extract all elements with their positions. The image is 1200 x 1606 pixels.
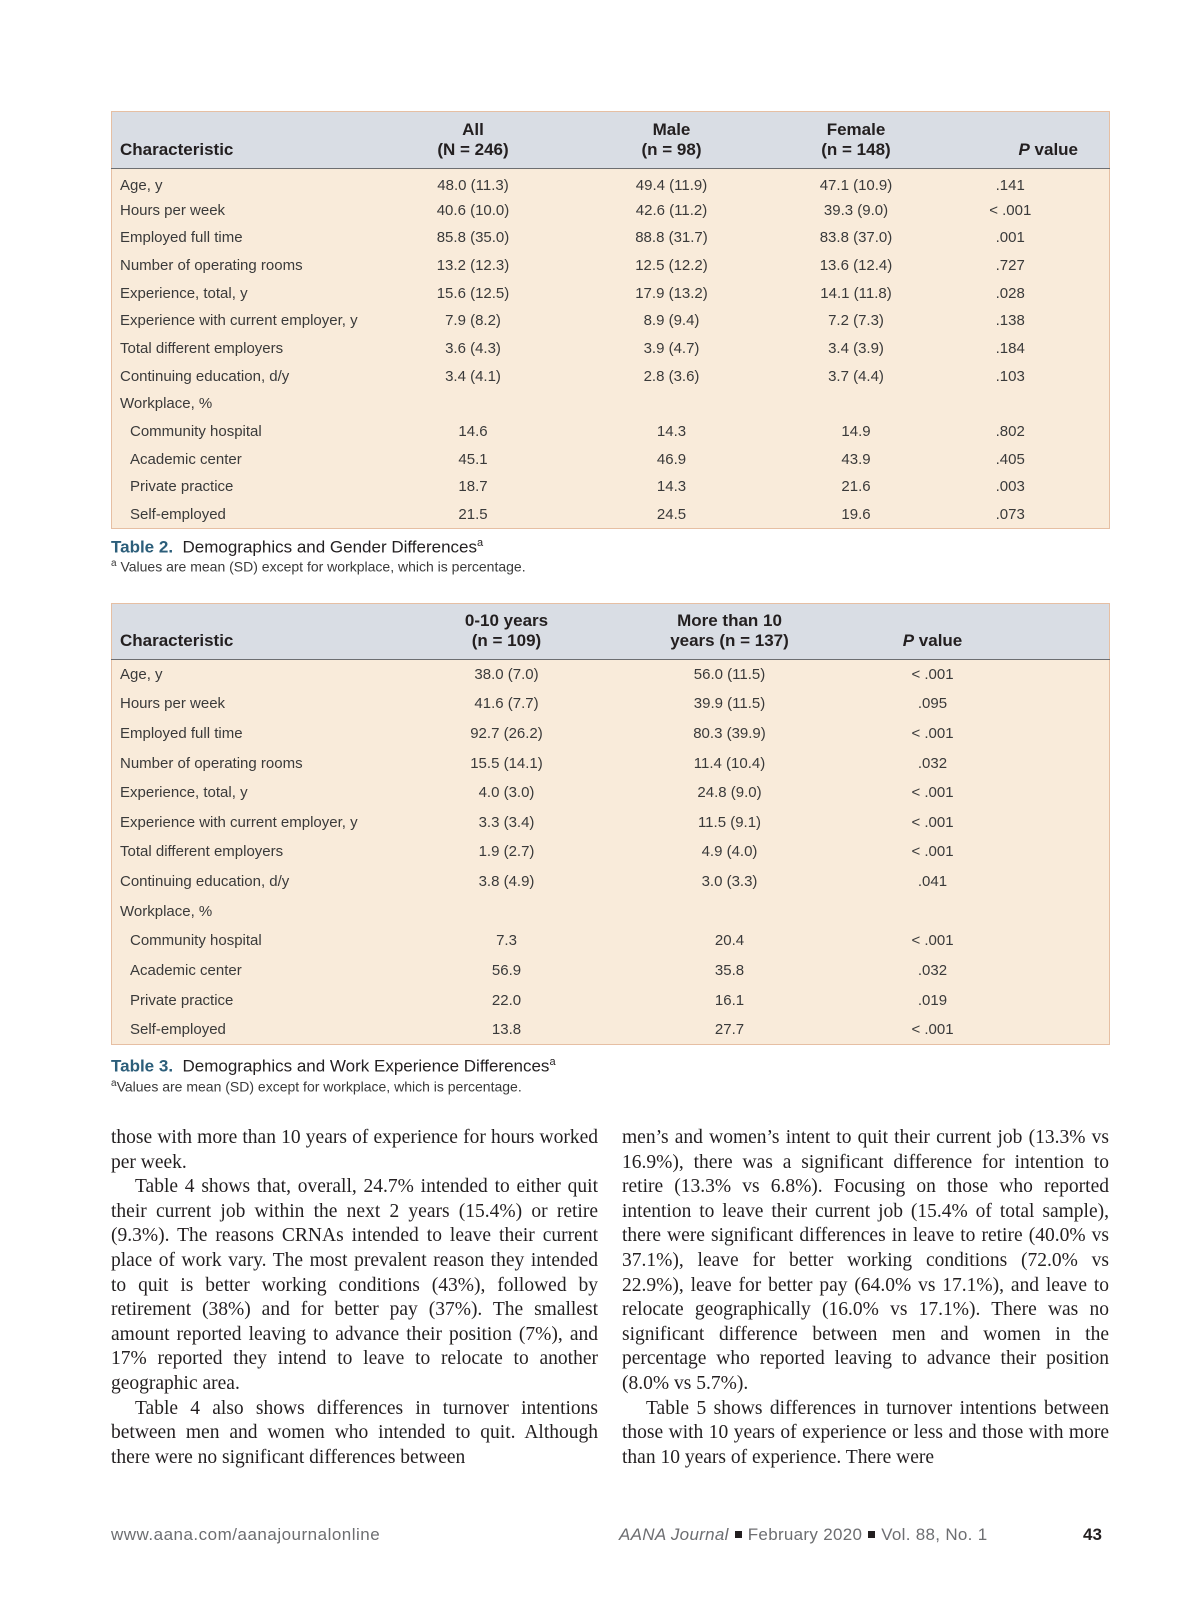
cell-value: 14.3 bbox=[656, 423, 687, 441]
header-all: All (N = 246) bbox=[404, 112, 543, 169]
cell-value bbox=[404, 390, 543, 418]
row-label: Experience, total, y bbox=[120, 784, 248, 802]
paragraph: men’s and women’s intent to quit their current job (13.3% vs 16.9%), there was a significant difference for intention to retire (13.3% vs 6.8%). Focusing on those who reported intention to leave their current job (15.4% of total sample), there were significant differences in leave to retire (40.0% vs 37.1%), leave for better working conditions (72.0% vs 22.9%), leave for better pay (64.0% vs 17.1%), and leave to relocate geographically (16.0% vs 17.1%). There was no significant difference between men and women in the percentage who reported leaving to advance their position (8.0% vs 5.7%). bbox=[622, 1127, 1109, 1394]
table-row bbox=[112, 748, 1110, 778]
row-label: Age, y bbox=[120, 666, 163, 684]
cell-value: < .001 bbox=[911, 1020, 954, 1038]
header-p-value: P value bbox=[912, 112, 1110, 169]
cell-spacer bbox=[1008, 867, 1110, 897]
cell-value: .095 bbox=[917, 695, 948, 713]
table-row bbox=[112, 837, 1110, 867]
row-label: Workplace, % bbox=[120, 902, 213, 920]
cell-value: < .001 bbox=[911, 725, 954, 743]
body-column-right bbox=[622, 1126, 1109, 1470]
table-2-note: $^a$ Values are mean (SD) except for workplace, which is percentage. bbox=[111, 558, 526, 575]
cell-value: 56.9 bbox=[491, 961, 522, 979]
cell-value: .184 bbox=[995, 339, 1025, 357]
table-row bbox=[112, 196, 1110, 224]
table-header-row bbox=[112, 604, 1110, 660]
cell-value: < .001 bbox=[911, 843, 954, 861]
row-label: Hours per week bbox=[120, 695, 226, 713]
cell-value: 14.1 (11.8) bbox=[820, 284, 892, 302]
cell-value: 7.9 (8.2) bbox=[445, 312, 501, 330]
row-label: Experience with current employer, y bbox=[120, 813, 358, 831]
cell-value: 39.9 (11.5) bbox=[693, 695, 766, 713]
cell-value: .727 bbox=[995, 256, 1025, 274]
cell-value: 3.9 (4.7) bbox=[643, 339, 700, 357]
cell-value: < .001 bbox=[911, 666, 954, 684]
cell-value: 3.4 (4.1) bbox=[445, 367, 501, 385]
cell-value: .802 bbox=[995, 423, 1025, 441]
table-3-note: $^a$Values are mean (SD) except for workplace, which is percentage. bbox=[111, 1078, 522, 1095]
cell-value: 14.9 bbox=[841, 423, 871, 441]
body-column-left bbox=[111, 1126, 598, 1470]
cell-value: 3.0 (3.3) bbox=[701, 873, 758, 891]
cell-value: 22.0 bbox=[491, 991, 522, 1009]
cell-value: 47.1 (10.9) bbox=[819, 177, 893, 195]
row-label: Number of operating rooms bbox=[120, 754, 303, 772]
table-3 bbox=[111, 603, 1110, 1045]
cell-value: .001 bbox=[995, 229, 1025, 247]
bullet-square-icon bbox=[735, 1531, 742, 1538]
cell-value: 24.5 bbox=[656, 505, 687, 523]
row-label: Age, y bbox=[120, 177, 163, 195]
cell-value: 18.7 bbox=[458, 478, 488, 496]
cell-spacer bbox=[1008, 956, 1110, 986]
row-label: Private practice bbox=[130, 478, 234, 496]
table-row bbox=[112, 1015, 1110, 1045]
header-female: Female (n = 148) bbox=[801, 112, 912, 169]
cell-value: 48.0 (11.3) bbox=[437, 177, 509, 195]
cell-value: .019 bbox=[917, 991, 948, 1009]
table-header-row bbox=[112, 112, 1110, 169]
table-2-caption: Table 2. Demographics and Gender Differences$^a$ bbox=[111, 537, 484, 557]
table-row bbox=[112, 473, 1110, 501]
paragraph: Table 5 shows differences in turnover intentions between those with 10 years of experience or less and those with more than 10 years of experience. There were bbox=[622, 1397, 1109, 1468]
cell-value: 15.6 (12.5) bbox=[436, 284, 510, 302]
row-label: Community hospital bbox=[130, 932, 262, 950]
cell-value: 92.7 (26.2) bbox=[470, 725, 543, 743]
cell-value: 14.6 bbox=[458, 423, 488, 441]
table-row bbox=[112, 985, 1110, 1015]
cell-spacer bbox=[1008, 896, 1110, 926]
table-row bbox=[112, 896, 1110, 926]
cell-value: 40.6 (10.0) bbox=[436, 201, 510, 219]
table-3-caption: Table 3. Demographics and Work Experience Differences$^a$ bbox=[111, 1056, 556, 1076]
cell-value: 13.2 (12.3) bbox=[436, 256, 510, 274]
cell-value: .405 bbox=[995, 450, 1025, 468]
cell-value: 2.8 (3.6) bbox=[643, 367, 700, 385]
row-label: Community hospital bbox=[130, 423, 262, 441]
header-characteristic: Characteristic bbox=[112, 112, 404, 169]
cell-value: .041 bbox=[917, 873, 948, 891]
cell-value: 8.9 (9.4) bbox=[643, 312, 700, 330]
cell-value: 7.2 (7.3) bbox=[828, 312, 884, 330]
cell-value: 21.5 bbox=[458, 505, 488, 523]
row-label: Academic center bbox=[130, 961, 242, 979]
page-number: 43 bbox=[1083, 1525, 1102, 1544]
cell-value bbox=[602, 896, 858, 926]
cell-value: 14.3 bbox=[656, 478, 687, 496]
cell-value: .103 bbox=[995, 367, 1025, 385]
cell-value: 13.8 bbox=[491, 1020, 522, 1038]
table-row bbox=[112, 778, 1110, 808]
cell-value: 3.4 (3.9) bbox=[828, 339, 884, 357]
cell-value: 4.9 (4.0) bbox=[701, 843, 758, 861]
header-0-10-years: 0-10 years (n = 109) bbox=[412, 604, 602, 660]
cell-value: 83.8 (37.0) bbox=[819, 229, 893, 247]
row-label: Self-employed bbox=[130, 505, 226, 523]
cell-value: 1.9 (2.7) bbox=[478, 843, 535, 861]
cell-value: 19.6 bbox=[841, 505, 871, 523]
cell-value: 85.8 (35.0) bbox=[436, 229, 510, 247]
table-row bbox=[112, 445, 1110, 473]
paragraph: those with more than 10 years of experience for hours worked per week. bbox=[111, 1127, 598, 1173]
cell-value: < .001 bbox=[911, 784, 954, 802]
row-label: Employed full time bbox=[120, 725, 243, 743]
cell-value: 3.3 (3.4) bbox=[478, 813, 535, 831]
cell-value: .003 bbox=[995, 478, 1025, 496]
cell-value: < .001 bbox=[989, 201, 1032, 219]
row-label: Employed full time bbox=[120, 229, 243, 247]
cell-value: 17.9 (13.2) bbox=[635, 284, 708, 302]
cell-value: 49.4 (11.9) bbox=[635, 177, 708, 195]
table-row bbox=[112, 418, 1110, 446]
cell-value: 45.1 bbox=[458, 450, 488, 468]
bullet-square-icon bbox=[868, 1531, 875, 1538]
paragraph: Table 4 shows that, overall, 24.7% intended to either quit their current job within the next 2 years (15.4%) or retire (9.3%). The reasons CRNAs intended to leave their current place of work vary. The most prevalent reason they intended to quit is better working conditions (43%), followed by retirement (38%) and for better pay (37%). The smallest amount reported leaving to advance their position (7%), and 17% reported they intend to leave to relocate to another geographic area. bbox=[111, 1176, 598, 1394]
cell-spacer bbox=[1008, 808, 1110, 838]
cell-value: 11.4 (10.4) bbox=[693, 754, 766, 772]
cell-value bbox=[543, 390, 801, 418]
cell-value bbox=[801, 390, 912, 418]
table-row bbox=[112, 169, 1110, 197]
row-label: Private practice bbox=[130, 991, 234, 1009]
cell-value: .028 bbox=[995, 284, 1025, 302]
table-row bbox=[112, 335, 1110, 363]
cell-value bbox=[912, 390, 1110, 418]
cell-spacer bbox=[1008, 719, 1110, 749]
header-characteristic: Characteristic bbox=[112, 604, 412, 660]
table-row bbox=[112, 926, 1110, 956]
table-row bbox=[112, 307, 1110, 335]
table-row bbox=[112, 956, 1110, 986]
cell-value: 88.8 (31.7) bbox=[635, 229, 708, 247]
table-row bbox=[112, 279, 1110, 307]
cell-value bbox=[412, 896, 602, 926]
cell-value: 35.8 bbox=[714, 961, 745, 979]
row-label: Experience, total, y bbox=[120, 284, 248, 302]
cell-value: .073 bbox=[995, 505, 1025, 523]
cell-value bbox=[858, 896, 1008, 926]
header-spacer bbox=[1008, 604, 1110, 660]
cell-value: 13.6 (12.4) bbox=[819, 256, 893, 274]
cell-value: 16.1 bbox=[714, 991, 745, 1009]
row-label: Workplace, % bbox=[120, 395, 213, 413]
cell-value: 80.3 (39.9) bbox=[693, 725, 766, 743]
cell-value: .138 bbox=[995, 312, 1025, 330]
table-row bbox=[112, 689, 1110, 719]
cell-spacer bbox=[1008, 660, 1110, 690]
cell-value: .032 bbox=[917, 754, 948, 772]
cell-value: .141 bbox=[995, 177, 1025, 195]
cell-value: 7.3 bbox=[496, 932, 517, 950]
cell-value: 43.9 bbox=[841, 450, 871, 468]
row-label: Academic center bbox=[130, 450, 242, 468]
cell-value: 24.8 (9.0) bbox=[697, 784, 762, 802]
table-row bbox=[112, 808, 1110, 838]
cell-spacer bbox=[1008, 985, 1110, 1015]
header-p-value: P value bbox=[858, 604, 1008, 660]
header-more-than-10: More than 10 years (n = 137) bbox=[602, 604, 858, 660]
footer-url[interactable]: www.aana.com/aanajournalonline bbox=[111, 1525, 381, 1544]
table-row bbox=[112, 362, 1110, 390]
cell-value: 15.5 (14.1) bbox=[470, 754, 543, 772]
footer-journal-info: AANA Journal February 2020 Vol. 88, No. 1 bbox=[619, 1525, 988, 1544]
row-label: Continuing education, d/y bbox=[120, 367, 290, 385]
cell-spacer bbox=[1008, 1015, 1110, 1045]
row-label: Total different employers bbox=[120, 843, 284, 861]
table-2 bbox=[111, 111, 1110, 529]
row-label: Experience with current employer, y bbox=[120, 312, 358, 330]
cell-value: 46.9 bbox=[656, 450, 687, 468]
table-row bbox=[112, 660, 1110, 690]
header-male: Male (n = 98) bbox=[543, 112, 801, 169]
cell-value: 3.6 (4.3) bbox=[445, 339, 501, 357]
cell-value: 11.5 (9.1) bbox=[697, 813, 762, 831]
cell-value: 38.0 (7.0) bbox=[474, 666, 539, 684]
table-row bbox=[112, 501, 1110, 529]
cell-value: .032 bbox=[917, 961, 948, 979]
cell-value: 3.8 (4.9) bbox=[478, 873, 535, 891]
cell-value: 56.0 (11.5) bbox=[693, 666, 766, 684]
cell-spacer bbox=[1008, 837, 1110, 867]
cell-value: 42.6 (11.2) bbox=[635, 201, 708, 219]
row-label: Continuing education, d/y bbox=[120, 873, 290, 891]
cell-value: 21.6 bbox=[841, 478, 871, 496]
cell-spacer bbox=[1008, 689, 1110, 719]
table-row bbox=[112, 719, 1110, 749]
cell-value: < .001 bbox=[911, 932, 954, 950]
row-label: Total different employers bbox=[120, 339, 284, 357]
paragraph: Table 4 also shows differences in turnover intentions between men and women who intended to quit. Although there were no significant differences between bbox=[111, 1397, 598, 1468]
cell-spacer bbox=[1008, 926, 1110, 956]
table-row bbox=[112, 224, 1110, 252]
cell-spacer bbox=[1008, 748, 1110, 778]
cell-value: < .001 bbox=[911, 813, 954, 831]
cell-value: 3.7 (4.4) bbox=[828, 367, 884, 385]
cell-value: 39.3 (9.0) bbox=[823, 201, 889, 219]
row-label: Number of operating rooms bbox=[120, 256, 303, 274]
cell-value: 20.4 bbox=[714, 932, 745, 950]
row-label: Self-employed bbox=[130, 1020, 226, 1038]
cell-spacer bbox=[1008, 778, 1110, 808]
table-row bbox=[112, 390, 1110, 418]
cell-value: 12.5 (12.2) bbox=[635, 256, 708, 274]
row-label: Hours per week bbox=[120, 201, 226, 219]
table-row bbox=[112, 867, 1110, 897]
cell-value: 41.6 (7.7) bbox=[474, 695, 539, 713]
table-row bbox=[112, 252, 1110, 280]
cell-value: 27.7 bbox=[714, 1020, 745, 1038]
cell-value: 4.0 (3.0) bbox=[478, 784, 535, 802]
